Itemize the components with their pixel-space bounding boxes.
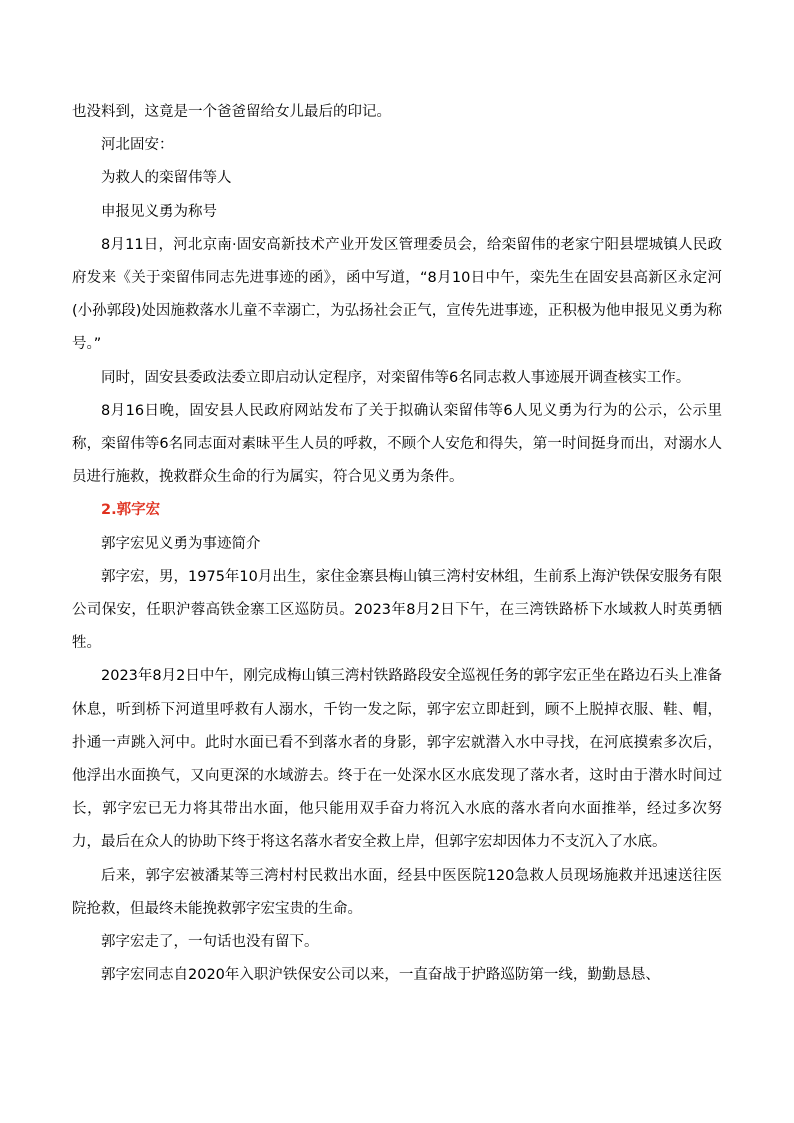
paragraph-career: 郭字宏同志自2020年入职沪铁保安公司以来，一直奋战于护路巡防第一线，勤勤恳恳、 bbox=[101, 967, 660, 984]
paragraph-announcement: 8月16日晚，固安县人民政府网站发布了关于拟确认栾留伟等6人见义勇为行为的公示，公示里称，栾留伟等6名同志面对素昧平生人员的呼救，不顾个人安危和得失，第一时间挺身而出，对溺水人员进行施救，挽救群众生命的行为属实，符合见义勇为条件。 bbox=[72, 402, 722, 486]
paragraph-bio: 郭字宏，男，1975年10月出生，家住金寨县梅山镇三湾村安林组，生前系上海沪铁保安服务有限公司保安，任职沪蓉高铁金寨工区巡防员。2023年8月2日下午，在三湾铁路桥下水域救人时英勇牺牲。 bbox=[72, 568, 722, 652]
paragraph-farewell: 郭字宏走了，一句话也没有留下。 bbox=[101, 934, 319, 951]
paragraph-subtitle-line-2: 申报见义勇为称号 bbox=[101, 203, 217, 220]
paragraph-rescue: 2023年8月2日中午，刚完成梅山镇三湾村铁路路段安全巡视任务的郭字宏正坐在路边石头上准备休息，听到桥下河道里呼救有人溺水，千钧一发之际，郭字宏立即赶到，顾不上脱掉衣服、鞋、帽，扑通一声跳入河中。此时水面已看不到落水者的身影，郭字宏就潜入水中寻找，在河底摸索多次后，他浮出水面换气，又向更深的水域游去。终于在一处深水区水底发现了落水者，这时由于潜水时间过长，郭字宏已无力将其带出水面，他只能用双手奋力将沉入水底的落水者向水面推举，经过多次努力，最后在众人的协助下终于将这名落水者安全救上岸，但郭字宏却因体力不支沉入了水底。 bbox=[72, 668, 722, 851]
paragraph-subtitle-line-1: 为救人的栾留伟等人 bbox=[101, 170, 232, 187]
paragraph-subtitle-location: 河北固安： bbox=[101, 137, 174, 154]
document-body bbox=[72, 96, 722, 992]
paragraph-aftermath: 后来，郭字宏被潘某等三湾村村民救出水面，经县中医医院120急救人员现场施救并迅速送往医院抢救，但最终未能挽救郭字宏宝贵的生命。 bbox=[72, 867, 722, 917]
paragraph-opening: 也没料到，这竟是一个爸爸留给女儿最后的印记。 bbox=[72, 104, 391, 120]
section-heading: 2.郭字宏 bbox=[101, 502, 161, 519]
paragraph-letter: 8月11日，河北京南·固安高新技术产业开发区管理委员会，给栾留伟的老家宁阳县堽城镇人民政府发来《关于栾留伟同志先进事迹的函》，函中写道，“8月10日中午，栾先生在固安县高新区永定河(小孙郭段)处因施救落水儿童不幸溺亡，为弘扬社会正气，宣传先进事迹，正积极为他申报见义勇为称号。” bbox=[72, 236, 722, 353]
paragraph-summary-title: 郭字宏见义勇为事迹简介 bbox=[101, 535, 261, 552]
paragraph-procedure: 同时，固安县委政法委立即启动认定程序，对栾留伟等6名同志救人事迹展开调查核实工作。 bbox=[101, 369, 691, 386]
